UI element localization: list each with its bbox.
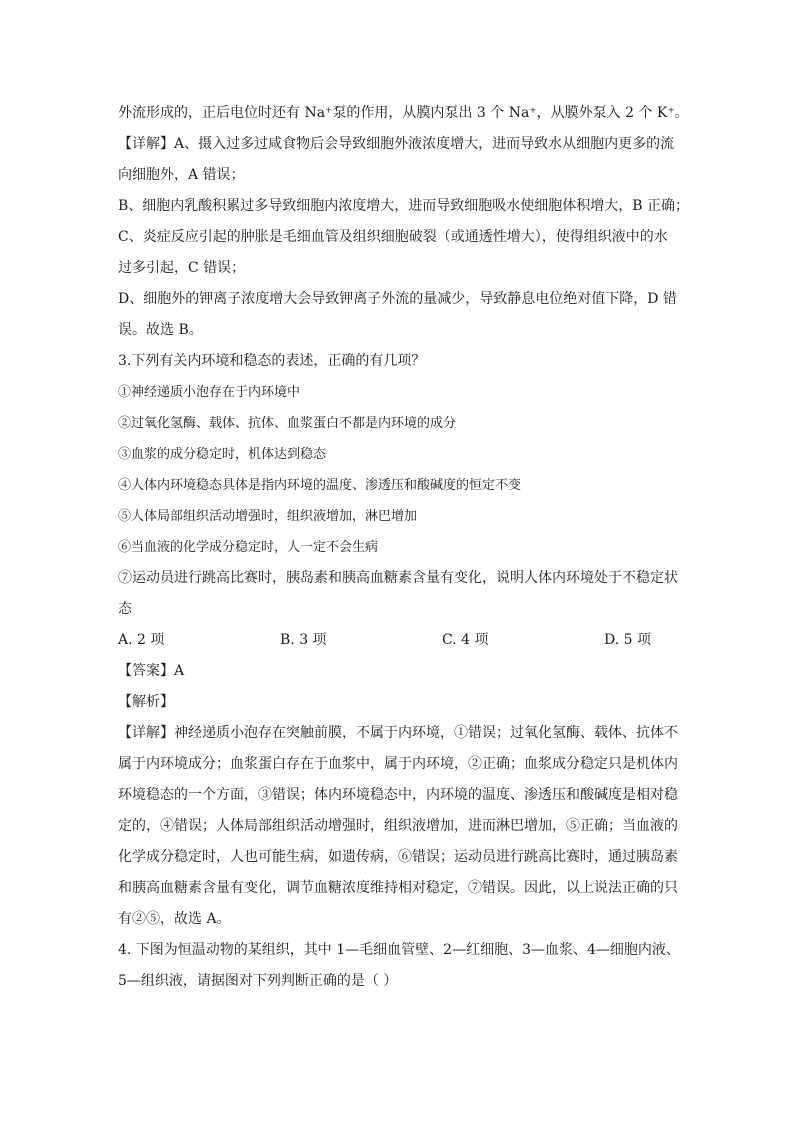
text-line: B、细胞内乳酸积累过多导致细胞内浓度增大，进而导致细胞吸水使细胞体积增大，B 正确； bbox=[118, 198, 690, 214]
text-line: C、炎症反应引起的肿胀是毛细血管及组织细胞破裂（或通透性增大），使得组织液中的水 bbox=[118, 229, 668, 245]
option-d: D. 5 项 bbox=[604, 632, 651, 648]
detail-line: 和胰高血糖素含量有变化，调节血糖浓度维持相对稳定，⑦错误。因此，以上说法正确的只 bbox=[118, 880, 678, 896]
text-line: 【详解】A、摄入过多过咸食物后会导致细胞外液浓度增大，进而导致水从细胞内更多的流 bbox=[118, 136, 675, 152]
question-3-stem: 3.下列有关内环境和稳态的表述，正确的有几项？ bbox=[118, 353, 426, 369]
statement-7: ⑦运动员进行跳高比赛时，胰岛素和胰高血糖素含量有变化，说明人体内环境处于不稳定状 bbox=[118, 570, 678, 586]
text-line: 外流形成的，正后电位时还有 Na⁺泵的作用，从膜内泵出 3 个 Na⁺，从膜外泵入 2 个 K⁺。 bbox=[118, 105, 689, 121]
statement-5: ⑤人体局部组织活动增强时，组织液增加，淋巴增加 bbox=[118, 509, 418, 524]
text-line: D、细胞外的钾离子浓度增大会导致钾离子外流的量减少，导致静息电位绝对值下降，D 错 bbox=[118, 291, 677, 307]
detail-line: 化学成分稳定时，人也可能生病，如遗传病，⑥错误；运动员进行跳高比赛时，通过胰岛素 bbox=[118, 849, 678, 865]
option-a: A. 2 项 bbox=[118, 632, 165, 648]
answer-options bbox=[118, 625, 678, 656]
detail-line: 【详解】神经递质小泡存在突触前膜，不属于内环境，①错误；过氧化氢酶、载体、抗体不 bbox=[118, 725, 678, 741]
statement-1: ①神经递质小泡存在于内环境中 bbox=[118, 385, 301, 400]
question-4-stem-cont: 5—组织液，请据图对下列判断正确的是（ ） bbox=[118, 973, 398, 989]
option-b: B. 3 项 bbox=[280, 632, 327, 648]
text-line: 向细胞外，A 错误； bbox=[118, 167, 245, 183]
statement-7-cont: 态 bbox=[118, 601, 132, 617]
detail-line: 环境稳态的一个方面，③错误；体内环境稳态中，内环境的温度、渗透压和酸碱度是相对稳 bbox=[118, 787, 678, 803]
statement-3: ③血浆的成分稳定时，机体达到稳态 bbox=[118, 447, 327, 462]
detail-line: 有②⑤，故选 A。 bbox=[118, 911, 231, 927]
statement-6: ⑥当血液的化学成分稳定时，人一定不会生病 bbox=[118, 540, 379, 555]
answer-label: 【答案】A bbox=[118, 663, 185, 679]
detail-line: 属于内环境成分；血浆蛋白存在于血浆中，属于内环境，②正确；血浆成分稳定只是机体内 bbox=[118, 756, 678, 772]
detail-line: 定的，④错误；人体局部组织活动增强时，组织液增加，进而淋巴增加，⑤正确；当血液的 bbox=[118, 818, 678, 834]
document-page bbox=[118, 98, 690, 997]
analysis-label: 【解析】 bbox=[118, 694, 174, 710]
question-4-stem: 4. 下图为恒温动物的某组织，其中 1—毛细血管壁、2—红细胞、3—血浆、4—细胞内液、 bbox=[118, 942, 680, 958]
option-c: C. 4 项 bbox=[442, 632, 489, 648]
text-line: 过多引起，C 错误； bbox=[118, 260, 246, 276]
text-line: 误。故选 B。 bbox=[118, 322, 203, 338]
statement-2: ②过氧化氢酶、载体、抗体、血浆蛋白不都是内环境的成分 bbox=[118, 416, 457, 431]
statement-4: ④人体内环境稳态具体是指内环境的温度、渗透压和酸碱度的恒定不变 bbox=[118, 478, 522, 493]
